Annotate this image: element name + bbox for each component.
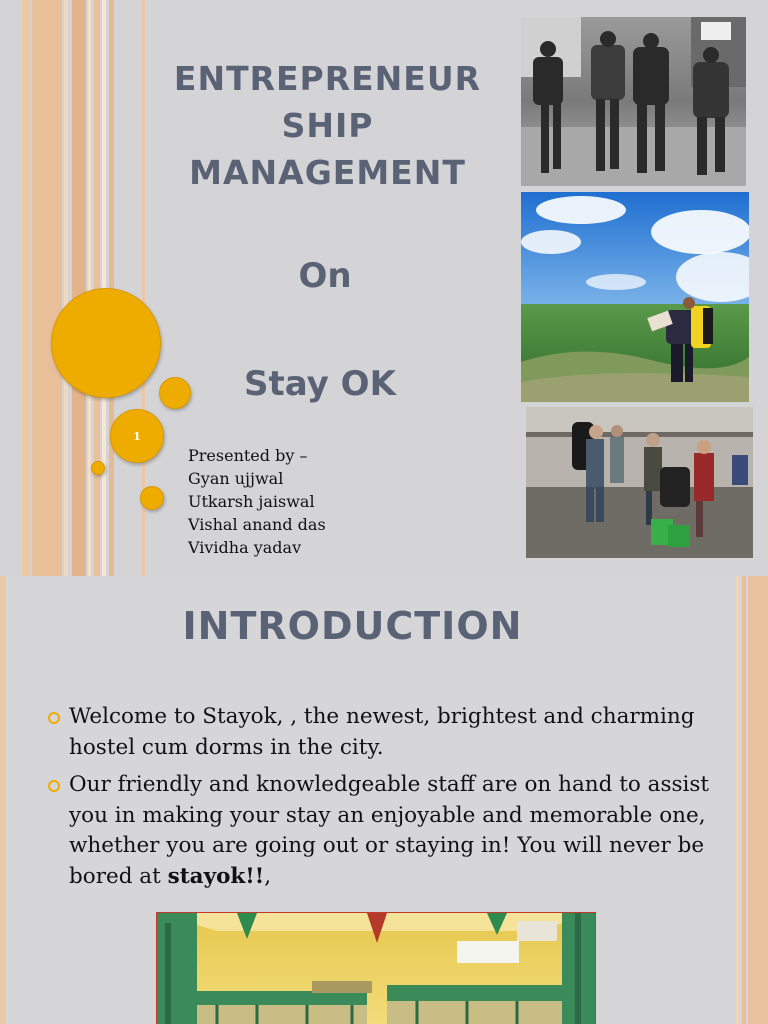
title-line: SHIP — [281, 106, 374, 145]
presenters-list — [188, 444, 326, 559]
decorative-circle-small — [159, 377, 191, 409]
decorative-circle-large — [51, 288, 161, 398]
subtitle-on: On — [298, 256, 352, 296]
title-line: ENTREPRENEUR — [173, 59, 482, 98]
bullet-emphasis: stayok!! — [167, 863, 265, 889]
slide-title: INTRODUCTION — [182, 604, 523, 648]
presenters-heading: Presented by – — [188, 446, 308, 465]
presentation-title — [140, 55, 515, 196]
photo-backpackers-street — [521, 17, 746, 186]
bullet-icon — [48, 780, 60, 792]
presenter-name: Utkarsh jaiswal — [188, 492, 315, 511]
photo-travelers-station — [526, 407, 753, 558]
bullet-icon — [48, 712, 60, 724]
photo-hiker-landscape — [521, 192, 749, 402]
photo-hostel-dorm — [156, 912, 596, 1024]
bullet-text: Our friendly and knowledgeable staff are on hand to assist you in making your stay an enjoyable and memorable one, whether you are going out or staying in! You will never be bored at — [69, 772, 710, 889]
bullet-text: Welcome to Stayok, , the newest, brightest and charming hostel cum dorms in the city. — [69, 704, 695, 760]
bullet-list — [48, 702, 728, 899]
slide-number: 1 — [133, 429, 141, 443]
bullet-punctuation: , — [264, 863, 272, 889]
presenter-name: Vishal anand das — [188, 515, 326, 534]
bullet-item — [48, 770, 728, 892]
presenter-name: Vividha yadav — [188, 538, 302, 557]
decorative-circle-small — [140, 486, 164, 510]
decorative-circle-tiny — [91, 461, 105, 475]
presenter-name: Gyan ujjwal — [188, 469, 284, 488]
subtitle-company-name: Stay OK — [244, 364, 396, 404]
decorative-stripes — [22, 0, 152, 576]
bullet-item — [48, 702, 728, 763]
introduction-slide — [0, 576, 768, 1024]
title-line: MANAGEMENT — [189, 153, 466, 192]
